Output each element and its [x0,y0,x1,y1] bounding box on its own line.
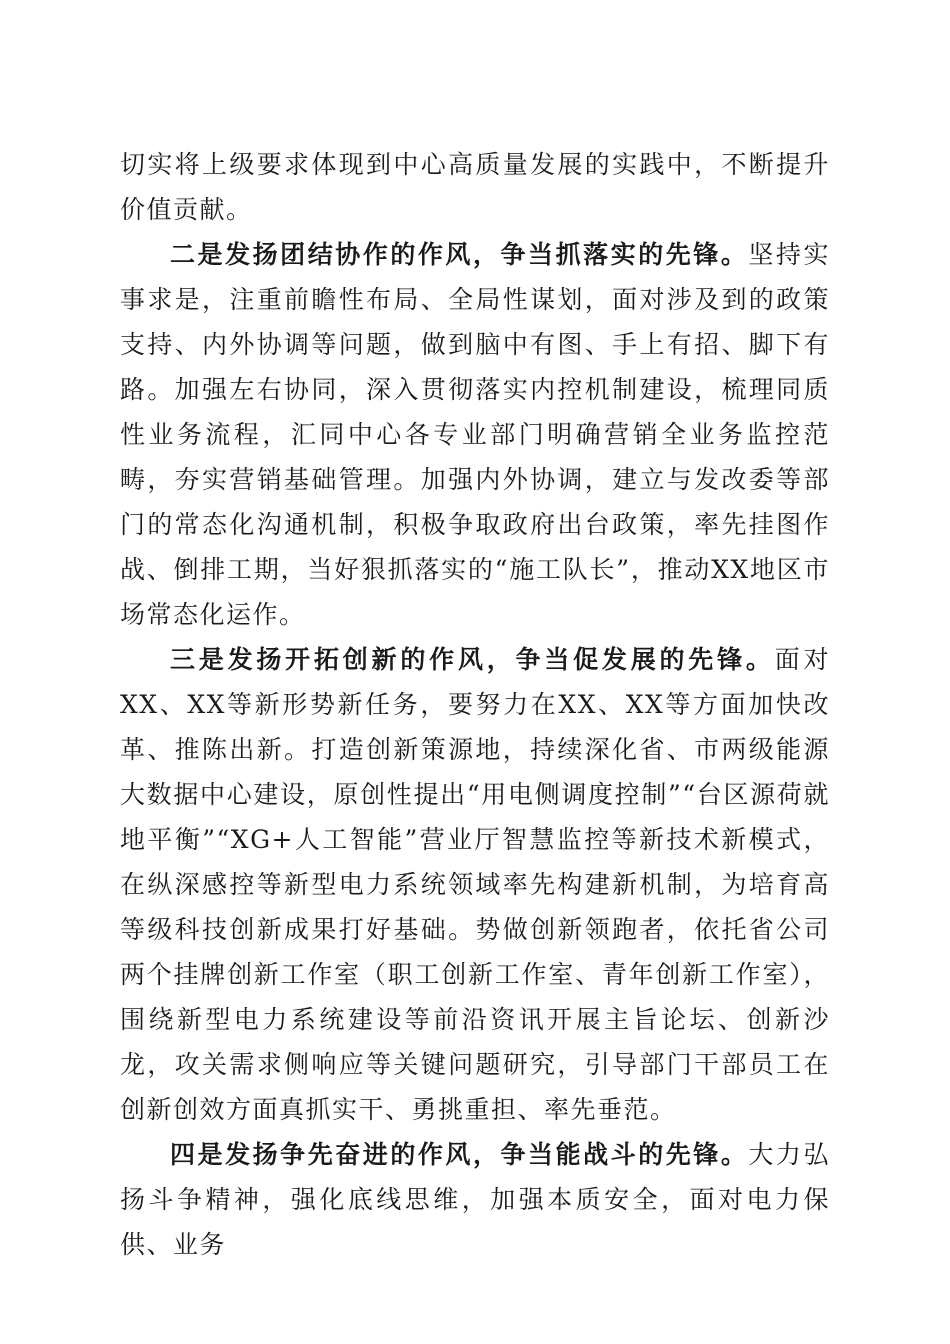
paragraph-unity-collaboration [120,232,830,637]
paragraph-text: 面对XX、XX等新形势新任务，要努力在XX、XX等方面加快改革、推陈出新。打造创新策源地，持续深化省、市两级能源大数据中心建设，原创性提出“用电侧调度控制”“台区源荷就地平衡”“XG+人工智能”营业厅智慧监控等新技术新模式，在纵深感控等新型电力系统领域率先构建新机制，为培育高等级科技创新成果打好基础。势做创新领跑者，依托省公司两个挂牌创新工作室（职工创新工作室、青年创新工作室），围绕新型电力系统建设等前沿资讯开展主旨论坛、创新沙龙，攻关需求侧响应等关键问题研究，引导部门干部员工在创新创效方面真抓实干、勇挑重担、率先垂范。 [120,645,830,1124]
paragraph-pioneering-innovation [120,637,830,1132]
paragraph-heading: 三是发扬开拓创新的作风，争当促发展的先锋。 [170,645,775,674]
paragraph-heading: 四是发扬争先奋进的作风，争当能战斗的先锋。 [170,1140,749,1169]
document-body [120,142,830,1267]
paragraph-text: 坚持实事求是，注重前瞻性布局、全局性谋划，面对涉及到的政策支持、内外协调等问题，做到脑中有图、手上有招、脚下有路。加强左右协同，深入贯彻落实内控机制建设，梳理同质性业务流程，汇同中心各专业部门明确营销全业务监控范畴，夯实营销基础管理。加强内外协调，建立与发改委等部门的常态化沟通机制，积极争取政府出台政策，率先挂图作战、倒排工期，当好狠抓落实的“施工队长”，推动XX地区市场常态化运作。 [120,240,830,629]
paragraph-text: 大力弘扬斗争精神，强化底线思维，加强本质安全，面对电力保供、业务 [120,1140,830,1259]
paragraph-striving-forward [120,1132,830,1267]
paragraph-continuation [120,142,830,232]
paragraph-heading: 二是发扬团结协作的作风，争当抓落实的先锋。 [170,240,749,269]
paragraph-text: 切实将上级要求体现到中心高质量发展的实践中，不断提升价值贡献。 [120,150,830,224]
